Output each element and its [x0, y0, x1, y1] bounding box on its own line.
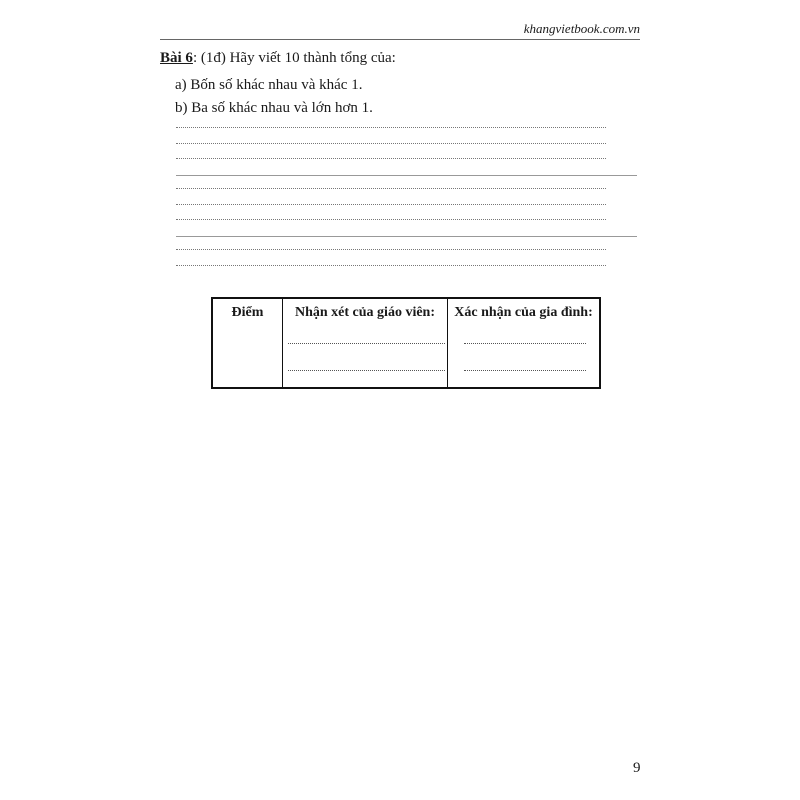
answer-line — [176, 265, 606, 266]
answer-line — [176, 143, 606, 144]
answer-divider — [176, 175, 637, 176]
score-table — [211, 297, 601, 389]
teacher-comment-header: Nhận xét của giáo viên: — [295, 305, 435, 320]
family-signature-line — [464, 370, 586, 371]
answer-line — [176, 188, 606, 189]
answer-line — [176, 127, 606, 128]
answer-line — [176, 158, 606, 159]
header-divider — [160, 39, 640, 40]
header-website: khangvietbook.com.vn — [523, 21, 640, 36]
answer-line — [176, 204, 606, 205]
answer-line — [176, 249, 606, 250]
exercise-item-a: a) Bốn số khác nhau và khác 1. — [175, 77, 363, 93]
family-signature-line — [464, 343, 586, 344]
teacher-comment-line — [288, 343, 445, 344]
exercise-item-b: b) Ba số khác nhau và lớn hơn 1. — [175, 100, 373, 116]
exercise-prompt: : (1đ) Hãy viết 10 thành tổng của: — [192, 50, 396, 66]
answer-divider — [176, 236, 637, 237]
exercise-label: Bài 6 — [160, 50, 193, 66]
answer-line — [176, 219, 606, 220]
family-confirm-header: Xác nhận của gia đình: — [454, 305, 593, 320]
page-number: 9 — [633, 760, 641, 776]
score-header: Điểm — [231, 305, 264, 320]
teacher-comment-line — [288, 370, 445, 371]
exercise-title — [160, 50, 396, 67]
